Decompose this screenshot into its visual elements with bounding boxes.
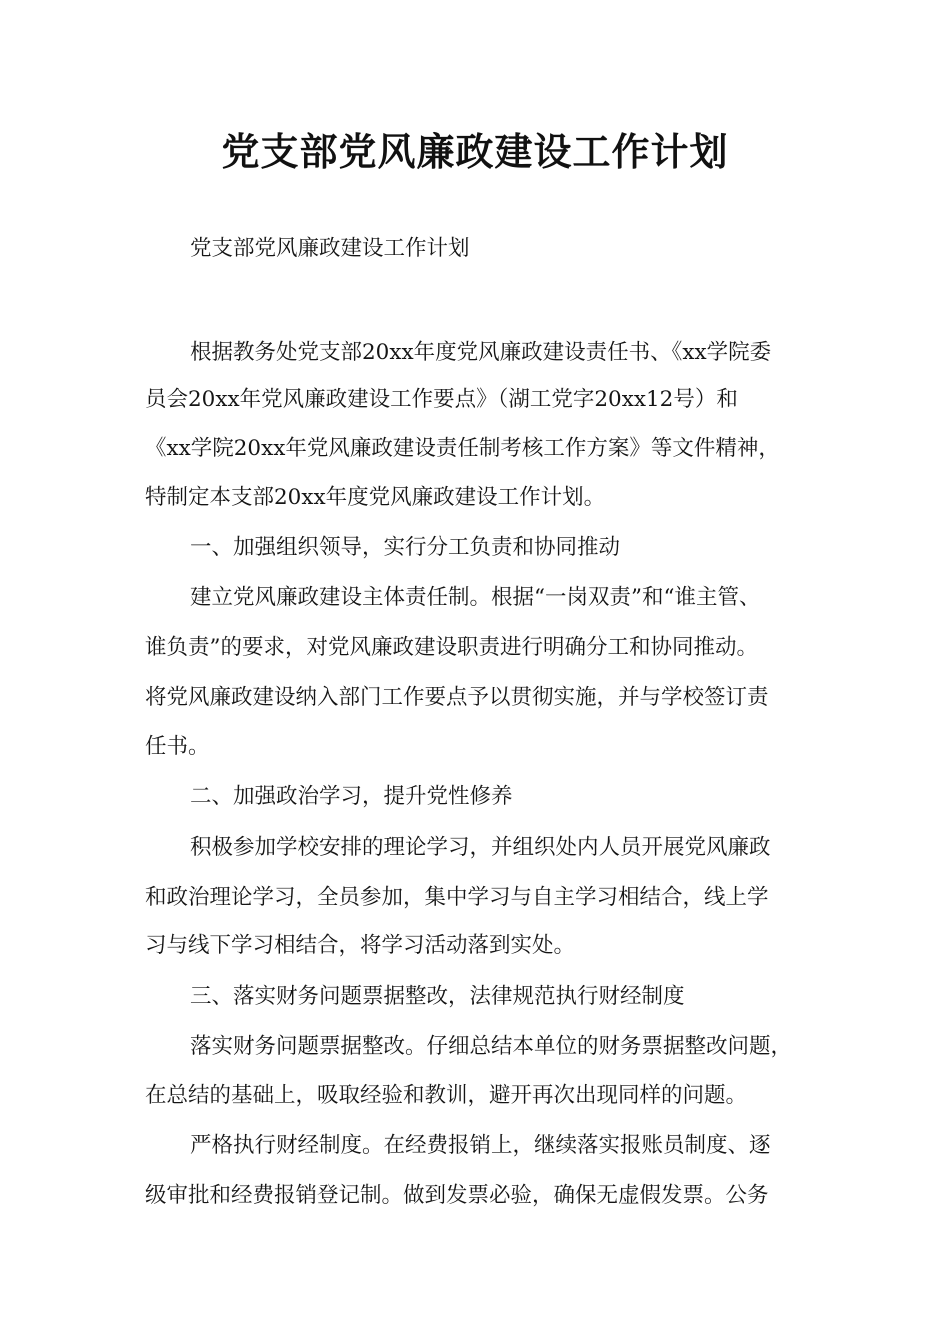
paragraph-line: 落实财务问题票据整改。仔细总结本单位的财务票据整改问题， <box>190 1034 793 1059</box>
paragraph-line: 建立党风廉政建设主体责任制。根据“一岗双责”和“谁主管、 <box>190 585 761 610</box>
paragraph-line: 特制定本支部20xx年度党风廉政建设工作计划。 <box>145 485 606 510</box>
paragraph-line: 级审批和经费报销登记制。做到发票必验，确保无虚假发票。公务 <box>145 1183 769 1208</box>
paragraph-line: 积极参加学校安排的理论学习，并组织处内人员开展党风廉政 <box>190 835 771 860</box>
paragraph-line: 严格执行财经制度。在经费报销上，继续落实报账员制度、逐 <box>190 1133 771 1158</box>
section-heading-3: 三、落实财务问题票据整改，法律规范执行财经制度 <box>190 984 685 1009</box>
paragraph-line: 和政治理论学习，全员参加，集中学习与自主学习相结合，线上学 <box>145 885 769 910</box>
paragraph-line: 习与线下学习相结合，将学习活动落到实处。 <box>145 933 576 958</box>
paragraph-line: 将党风廉政建设纳入部门工作要点予以贯彻实施，并与学校签订责 <box>145 685 769 710</box>
section-heading-1: 一、加强组织领导，实行分工负责和协同推动 <box>190 535 621 560</box>
paragraph-line: 在总结的基础上，吸取经验和教训，避开再次出现同样的问题。 <box>145 1083 748 1108</box>
document-subtitle: 党支部党风廉政建设工作计划 <box>190 236 470 261</box>
paragraph-line: 谁负责”的要求，对党风廉政建设职责进行明确分工和协同推动。 <box>145 635 758 660</box>
paragraph-line: 员会20xx年党风廉政建设工作要点》（湖工党字20xx12号）和 <box>145 387 738 412</box>
document-title: 党支部党风廉政建设工作计划 <box>221 130 729 174</box>
section-heading-2: 二、加强政治学习，提升党性修养 <box>190 784 513 809</box>
paragraph-line: 任书。 <box>145 734 210 759</box>
paragraph-line: 《xx学院20xx年党风廉政建设责任制考核工作方案》等文件精神， <box>145 436 780 461</box>
paragraph-line: 根据教务处党支部20xx年度党风廉政建设责任书、《xx学院委 <box>190 340 772 365</box>
